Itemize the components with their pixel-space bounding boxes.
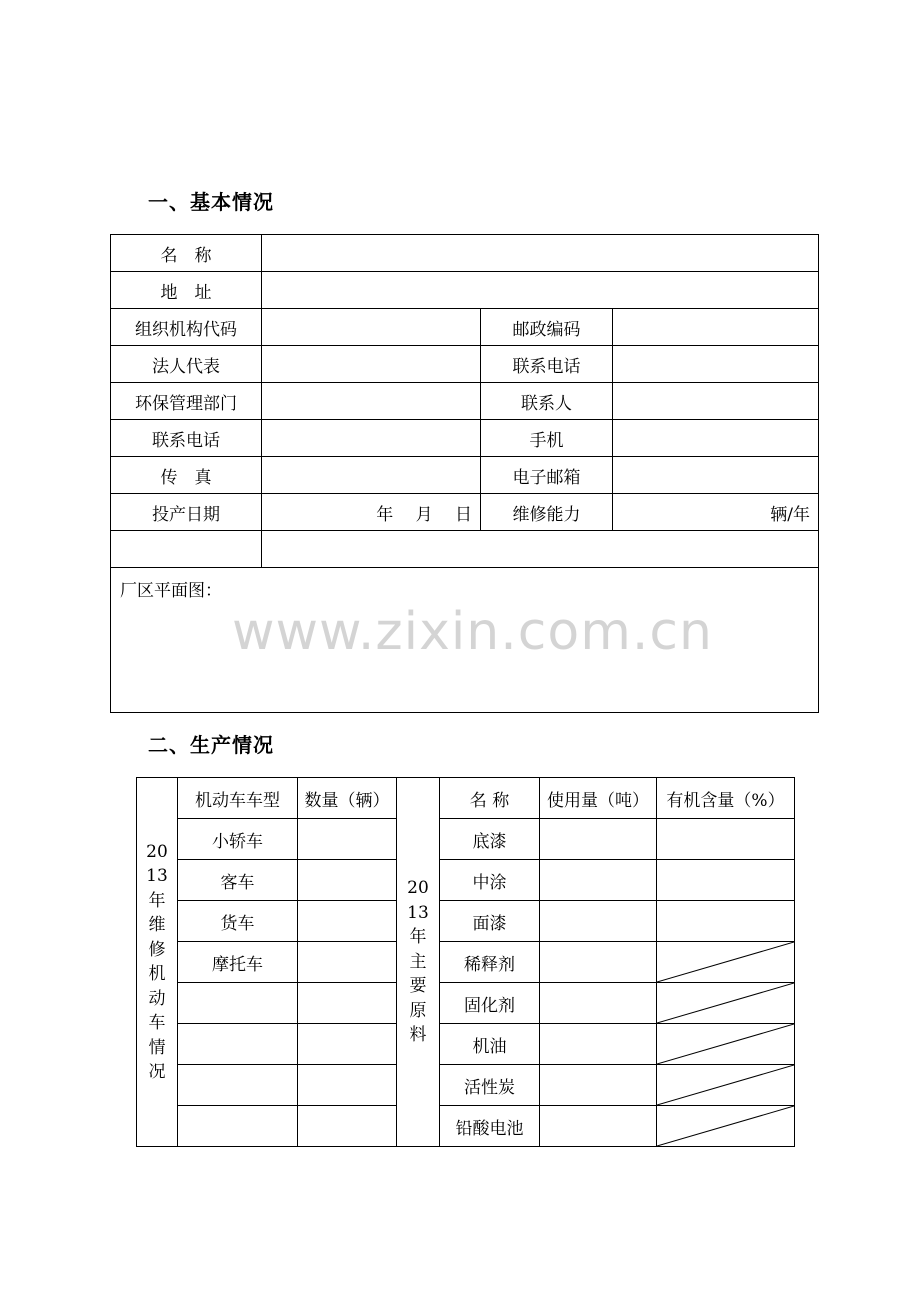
organic-content-cell[interactable] xyxy=(657,819,795,860)
blank-label-cell[interactable] xyxy=(111,531,262,568)
mobile-value-cell[interactable] xyxy=(613,420,819,457)
row-name xyxy=(111,235,819,272)
vehicle-quantity-cell[interactable] xyxy=(298,983,397,1024)
watermark: www.zixin.com.cn xyxy=(232,602,713,662)
row-env-dept xyxy=(111,383,819,420)
material-name-cell: 底漆 xyxy=(440,819,540,860)
vehicle-type-cell[interactable]: 摩托车 xyxy=(178,942,298,983)
materials-side-label: 2013年主要原料 xyxy=(407,878,429,1046)
diagonal-strike xyxy=(657,942,794,982)
contact-phone-label: 联系电话 xyxy=(481,346,613,383)
mobile-label: 手机 xyxy=(481,420,613,457)
organic-content-cell[interactable] xyxy=(657,860,795,901)
contact-phone-value-cell[interactable] xyxy=(613,346,819,383)
diagonal-strike xyxy=(657,1106,794,1146)
diagonal-strike xyxy=(657,983,794,1023)
row-contact-phone xyxy=(111,420,819,457)
email-value-cell[interactable] xyxy=(613,457,819,494)
org-code-value-cell[interactable] xyxy=(262,309,481,346)
table-row xyxy=(137,983,795,1024)
address-value-cell[interactable] xyxy=(262,272,819,309)
quantity-header: 数量（辆） xyxy=(298,778,397,819)
material-usage-cell[interactable] xyxy=(540,1024,657,1065)
material-name-cell: 活性炭 xyxy=(440,1065,540,1106)
vehicle-type-cell[interactable]: 客车 xyxy=(178,860,298,901)
table-row xyxy=(137,901,795,942)
postal-code-label: 邮政编码 xyxy=(481,309,613,346)
organic-content-cell-na[interactable] xyxy=(657,1024,795,1065)
row-start-date xyxy=(111,494,819,531)
section-basic-title: 一、基本情况 xyxy=(148,190,274,214)
start-date-label: 投产日期 xyxy=(111,494,262,531)
organic-content-cell-na[interactable] xyxy=(657,1106,795,1147)
material-usage-cell[interactable] xyxy=(540,819,657,860)
vehicle-quantity-cell[interactable] xyxy=(298,901,397,942)
material-usage-cell[interactable] xyxy=(540,1106,657,1147)
table-row xyxy=(137,1024,795,1065)
diagonal-strike xyxy=(657,1065,794,1105)
table-row xyxy=(137,819,795,860)
table-row xyxy=(137,1065,795,1106)
vehicle-quantity-cell[interactable] xyxy=(298,1065,397,1106)
org-code-label: 组织机构代码 xyxy=(111,309,262,346)
fax-label: 传 真 xyxy=(111,457,262,494)
row-legal-rep xyxy=(111,346,819,383)
plan-label: 厂区平面图： xyxy=(120,581,222,601)
row-address xyxy=(111,272,819,309)
table-row xyxy=(137,942,795,983)
address-label: 地 址 xyxy=(111,272,262,309)
env-dept-value-cell[interactable] xyxy=(262,383,481,420)
organic-content-cell-na[interactable] xyxy=(657,942,795,983)
row-fax xyxy=(111,457,819,494)
vehicle-quantity-cell[interactable] xyxy=(298,942,397,983)
fax-value-cell[interactable] xyxy=(262,457,481,494)
vehicle-type-cell[interactable] xyxy=(178,1106,298,1147)
vehicle-type-cell[interactable] xyxy=(178,1024,298,1065)
row-blank xyxy=(111,531,819,568)
production-table xyxy=(136,777,795,1147)
material-name-cell: 固化剂 xyxy=(440,983,540,1024)
vehicle-quantity-cell[interactable] xyxy=(298,860,397,901)
production-header-row xyxy=(137,778,795,819)
material-name-cell: 中涂 xyxy=(440,860,540,901)
contact-phone2-label: 联系电话 xyxy=(111,420,262,457)
start-date-value[interactable]: 年 月 日 xyxy=(262,494,481,531)
contact-person-value-cell[interactable] xyxy=(613,383,819,420)
usage-header: 使用量（吨） xyxy=(540,778,657,819)
postal-code-value-cell[interactable] xyxy=(613,309,819,346)
vehicle-quantity-cell[interactable] xyxy=(298,1106,397,1147)
table-row xyxy=(137,1106,795,1147)
material-usage-cell[interactable] xyxy=(540,1065,657,1106)
vehicle-type-cell[interactable]: 货车 xyxy=(178,901,298,942)
row-org-code xyxy=(111,309,819,346)
vehicle-type-cell[interactable]: 小轿车 xyxy=(178,819,298,860)
diagonal-strike xyxy=(657,1024,794,1064)
material-name-cell: 机油 xyxy=(440,1024,540,1065)
blank-value-cell[interactable] xyxy=(262,531,819,568)
organic-content-cell-na[interactable] xyxy=(657,1065,795,1106)
contact-person-label: 联系人 xyxy=(481,383,613,420)
vehicles-side-label-cell xyxy=(137,778,178,1147)
vehicles-side-label: 2013年维修机动车情况 xyxy=(146,841,168,1082)
legal-rep-label: 法人代表 xyxy=(111,346,262,383)
material-name-header: 名 称 xyxy=(440,778,540,819)
vehicle-quantity-cell[interactable] xyxy=(298,1024,397,1065)
vehicle-type-cell[interactable] xyxy=(178,983,298,1024)
organic-content-cell[interactable] xyxy=(657,901,795,942)
vehicle-type-header: 机动车车型 xyxy=(178,778,298,819)
material-name-cell: 稀释剂 xyxy=(440,942,540,983)
contact-phone2-value-cell[interactable] xyxy=(262,420,481,457)
material-usage-cell[interactable] xyxy=(540,942,657,983)
legal-rep-value-cell[interactable] xyxy=(262,346,481,383)
organic-header: 有机含量（%） xyxy=(657,778,795,819)
material-usage-cell[interactable] xyxy=(540,983,657,1024)
section-production-title: 二、生产情况 xyxy=(148,733,274,757)
email-label: 电子邮箱 xyxy=(481,457,613,494)
vehicle-quantity-cell[interactable] xyxy=(298,819,397,860)
material-usage-cell[interactable] xyxy=(540,901,657,942)
material-name-cell: 面漆 xyxy=(440,901,540,942)
vehicle-type-cell[interactable] xyxy=(178,1065,298,1106)
name-value-cell[interactable] xyxy=(262,235,819,272)
organic-content-cell-na[interactable] xyxy=(657,983,795,1024)
material-usage-cell[interactable] xyxy=(540,860,657,901)
repair-capacity-label: 维修能力 xyxy=(481,494,613,531)
env-dept-label: 环保管理部门 xyxy=(111,383,262,420)
name-label: 名 称 xyxy=(111,235,262,272)
materials-side-label-cell xyxy=(397,778,440,1147)
table-row xyxy=(137,860,795,901)
material-name-cell: 铅酸电池 xyxy=(440,1106,540,1147)
repair-capacity-unit[interactable]: 辆/年 xyxy=(613,494,819,531)
